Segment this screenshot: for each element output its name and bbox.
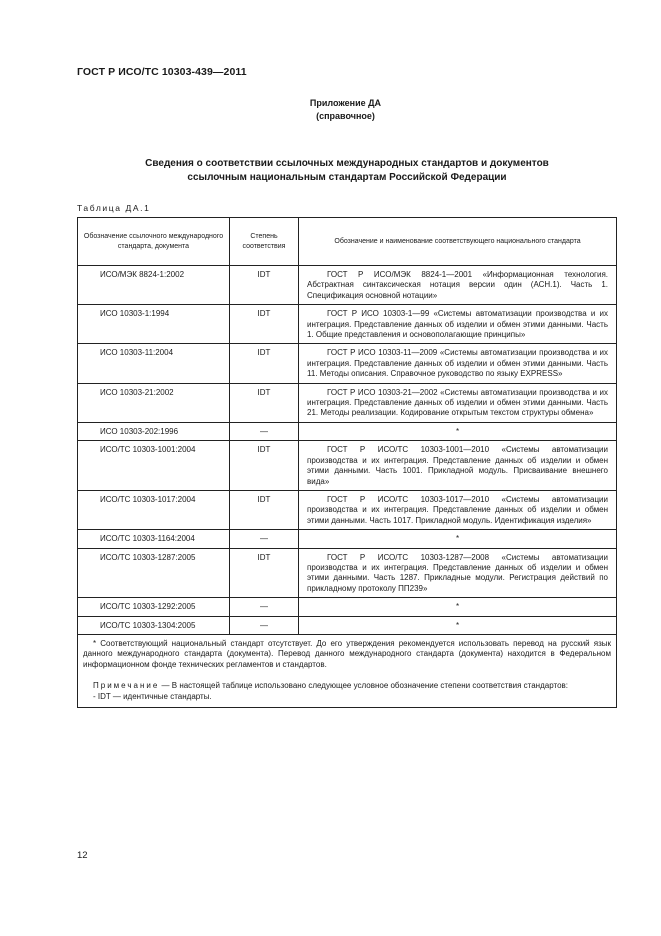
appendix-subtitle: (справочное) [316,111,375,121]
cell-intl-standard: ИСО/МЭК 8824-1:2002 [78,266,230,305]
cell-national-standard [299,422,617,440]
cell-national-standard [299,441,617,491]
cell-degree: IDT [230,490,299,529]
note-label: Примечание [93,681,160,691]
note-text: — В настоящей таблице использовано следующее условное обозначение степени соответствия стандартов: [159,681,568,691]
cell-intl-standard: ИСО/ТС 10303-1017:2004 [78,490,230,529]
cell-degree: IDT [230,305,299,344]
national-standard-text: ГОСТ Р ИСО/ТС 10303-1001—2010 «Системы автоматизации производства и их интеграция. Представление данных об изделии и обмен этими данными. Часть 1001. Прикладной модуль. Присваивание внешнего вида» [307,445,608,486]
national-standard-text: ГОСТ Р ИСО/ТС 10303-1287—2008 «Системы автоматизации производства и их интеграция. Представление данных об изделии и обмен этими данными. Часть 1287. Прикладные модули. Регистрация действий по прикладному протоколу ПП239» [307,552,608,593]
cell-national-standard [299,530,617,548]
national-standard-text: ГОСТ Р ИСО 10303-21—2002 «Системы автоматизации производства и их интеграция. Представление данных об изделии и обмен этими данными. Часть 21. Методы реализации. Кодирование открытым текстом структуры обмена» [307,387,608,418]
cell-degree: IDT [230,548,299,598]
table-row [78,422,617,440]
national-standard-text: ГОСТ Р ИСО/ТС 10303-1017—2010 «Системы автоматизации производства и их интеграция. Представление данных об изделии и обмен этими данными. Часть 1017. Прикладной модуль. Идентификация изделия» [307,494,608,525]
cell-degree: IDT [230,441,299,491]
header-degree: Степень соответствия [230,218,299,266]
table-row [78,490,617,529]
table-row [78,266,617,305]
table-label: Таблица ДА.1 [77,203,151,213]
note-item: - IDT — идентичные стандарты. [93,691,212,701]
cell-national-standard [299,266,617,305]
cell-intl-standard: ИСО 10303-202:1996 [78,422,230,440]
cell-intl-standard: ИСО/ТС 10303-1287:2005 [78,548,230,598]
national-standard-text: ГОСТ Р ИСО/МЭК 8824-1—2001 «Информационная технология. Абстрактная синтаксическая нотация версии один (АСН.1). Часть 1. Спецификация основной нотации» [307,270,608,300]
national-standard-text: * [455,620,460,630]
cell-degree: — [230,616,299,634]
cell-degree: — [230,598,299,616]
cell-national-standard [299,305,617,344]
national-standard-text: * [455,534,460,544]
cell-intl-standard: ИСО/ТС 10303-1304:2005 [78,616,230,634]
note [83,681,611,691]
cell-national-standard [299,383,617,422]
document-code-header: ГОСТ Р ИСО/ТС 10303-439—2011 [77,66,247,78]
cell-intl-standard: ИСО 10303-11:2004 [78,344,230,383]
appendix-heading [0,97,661,123]
table-notes-row [78,634,617,707]
national-standard-text: * [455,426,460,436]
table-row [78,598,617,616]
table-row [78,441,617,491]
correspondence-table [77,217,617,708]
cell-national-standard [299,616,617,634]
table-header-row [78,218,617,266]
cell-intl-standard: ИСО/ТС 10303-1001:2004 [78,441,230,491]
table-notes-cell [78,634,617,707]
section-title [77,157,617,184]
section-title-line-2: ссылочным национальным стандартам Российской Федерации [187,171,507,183]
national-standard-text: * [455,602,460,612]
cell-intl-standard: ИСО/ТС 10303-1164:2004 [78,530,230,548]
table-row [78,530,617,548]
cell-degree: IDT [230,383,299,422]
header-national-standard: Обозначение и наименование соответствующего национального стандарта [299,218,617,266]
table-row [78,548,617,598]
section-title-line-1: Сведения о соответствии ссылочных международных стандартов и документов [145,158,549,169]
cell-national-standard [299,598,617,616]
page-number: 12 [77,850,88,861]
cell-degree: IDT [230,344,299,383]
footnote: * Соответствующий национальный стандарт отсутствует. До его утверждения рекомендуется использовать перевод на русский язык данного международного стандарта (документа). Перевод данного международного стандарта (документа) находится в Федеральном информационном фонде технических регламентов и стандартов. [83,638,611,669]
cell-national-standard [299,548,617,598]
cell-national-standard [299,490,617,529]
cell-intl-standard: ИСО/ТС 10303-1292:2005 [78,598,230,616]
header-intl-standard: Обозначение ссылочного международного стандарта, документа [78,218,230,266]
cell-degree: IDT [230,266,299,305]
national-standard-text: ГОСТ Р ИСО 10303-1—99 «Системы автоматизации производства и их интеграция. Представление данных об изделии и обмен этими данными. Часть 1. Общие представления и основополагающие принципы» [307,309,608,340]
table-row [78,344,617,383]
cell-degree: — [230,530,299,548]
table-row [78,383,617,422]
table-row [78,616,617,634]
cell-intl-standard: ИСО 10303-21:2002 [78,383,230,422]
cell-degree: — [230,422,299,440]
cell-intl-standard: ИСО 10303-1:1994 [78,305,230,344]
cell-national-standard [299,344,617,383]
appendix-title: Приложение ДА [309,98,382,108]
table-row [78,305,617,344]
national-standard-text: ГОСТ Р ИСО 10303-11—2009 «Системы автоматизации производства и их интеграция. Представление данных об изделии и обмен этими данными. Часть 11. Методы описания. Справочное руководство по языку EXPRESS» [307,348,608,379]
